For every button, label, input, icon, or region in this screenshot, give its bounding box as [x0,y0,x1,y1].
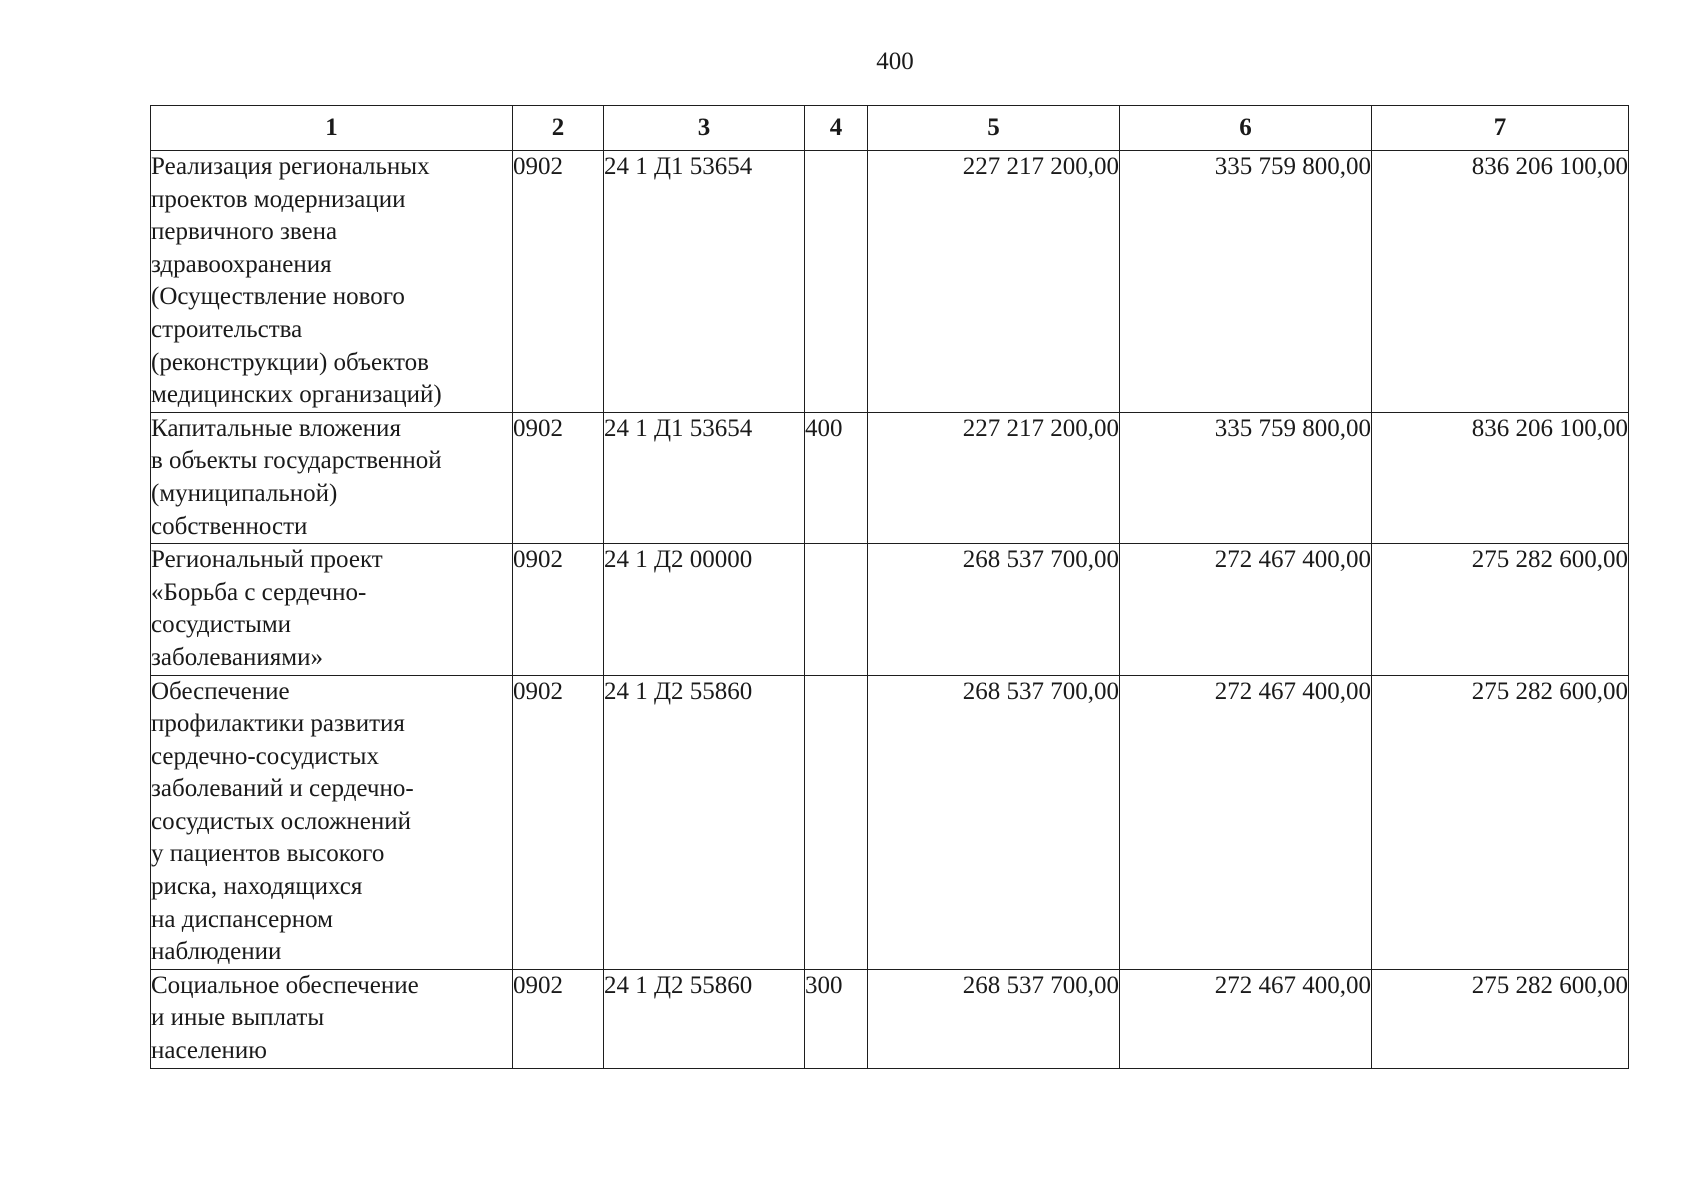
item-name-line: Реализация региональных [151,153,430,180]
amount-cell: 335 759 800,00 [1120,412,1372,543]
budget-table [150,105,1629,1069]
amount-cell: 227 217 200,00 [868,151,1120,413]
item-name-cell [151,675,513,969]
amount-cell: 836 206 100,00 [1372,151,1629,413]
table-row [151,969,1629,1068]
section-code-cell: 0902 [513,412,604,543]
item-name-line: профилактики развития [151,710,405,738]
column-header: 1 [151,106,513,151]
expense-type-cell [805,544,868,675]
target-article-cell: 24 1 Д1 53654 [604,151,805,413]
amount-cell: 272 467 400,00 [1120,544,1372,675]
item-name-line: первичного звена [151,218,338,246]
item-name-line: медицинских организаций) [151,381,442,409]
target-article-cell: 24 1 Д2 55860 [604,969,805,1068]
item-name-cell [151,151,513,413]
item-name-line: сосудистых осложнений [151,807,412,835]
column-header: 5 [868,106,1120,151]
item-name-line: «Борьба с сердечно- [151,578,367,606]
item-name-cell [151,544,513,675]
column-header: 7 [1372,106,1629,151]
item-name-line: заболеваниями» [151,643,323,671]
amount-cell: 272 467 400,00 [1120,675,1372,969]
item-name-line: на диспансерном [151,905,333,933]
expense-type-cell: 300 [805,969,868,1068]
section-code-cell: 0902 [513,151,604,413]
table-row [151,412,1629,543]
table-row [151,151,1629,413]
amount-cell: 268 537 700,00 [868,969,1120,1068]
column-header: 3 [604,106,805,151]
item-name-line: риска, находящихся [151,873,363,901]
item-name-line: Капитальные вложения [151,414,401,442]
item-name-line: собственности [151,512,308,540]
expense-type-cell: 400 [805,412,868,543]
column-header: 4 [805,106,868,151]
header-row [151,106,1629,151]
target-article-cell: 24 1 Д1 53654 [604,412,805,543]
amount-cell: 275 282 600,00 [1372,969,1629,1068]
item-name-line: строительства [151,315,303,343]
item-name-line: Социальное обеспечение [151,971,419,999]
target-article-cell: 24 1 Д2 55860 [604,675,805,969]
section-code-cell: 0902 [513,675,604,969]
item-name-line: сосудистыми [151,611,292,639]
item-name-line: в объекты государственной [151,447,442,475]
item-name-line: здравоохранения [151,250,332,278]
item-name-line: (Осуществление нового [151,283,405,311]
item-name-line: проектов модернизации [151,185,406,213]
item-name-line: сердечно-сосудистых [151,742,379,770]
amount-cell: 275 282 600,00 [1372,675,1629,969]
table-row [151,675,1629,969]
amount-cell: 268 537 700,00 [868,544,1120,675]
item-name-line: (реконструкции) объектов [151,348,429,376]
expense-type-cell [805,675,868,969]
amount-cell: 275 282 600,00 [1372,544,1629,675]
column-header: 6 [1120,106,1372,151]
item-name-line: населению [151,1037,267,1065]
table-row [151,544,1629,675]
amount-cell: 272 467 400,00 [1120,969,1372,1068]
item-name-line: наблюдении [151,938,282,966]
column-header: 2 [513,106,604,151]
amount-cell: 836 206 100,00 [1372,412,1629,543]
section-code-cell: 0902 [513,969,604,1068]
item-name-cell [151,412,513,543]
item-name-line: (муниципальной) [151,479,338,507]
item-name-line: Региональный проект [151,546,383,574]
amount-cell: 335 759 800,00 [1120,151,1372,413]
item-name-line: Обеспечение [151,677,290,705]
amount-cell: 268 537 700,00 [868,675,1120,969]
section-code-cell: 0902 [513,544,604,675]
expense-type-cell [805,151,868,413]
item-name-cell [151,969,513,1068]
page-number: 400 [876,48,914,75]
amount-cell: 227 217 200,00 [868,412,1120,543]
target-article-cell: 24 1 Д2 00000 [604,544,805,675]
item-name-line: заболеваний и сердечно- [151,775,414,803]
item-name-line: и иные выплаты [151,1004,325,1032]
item-name-line: у пациентов высокого [151,840,385,868]
